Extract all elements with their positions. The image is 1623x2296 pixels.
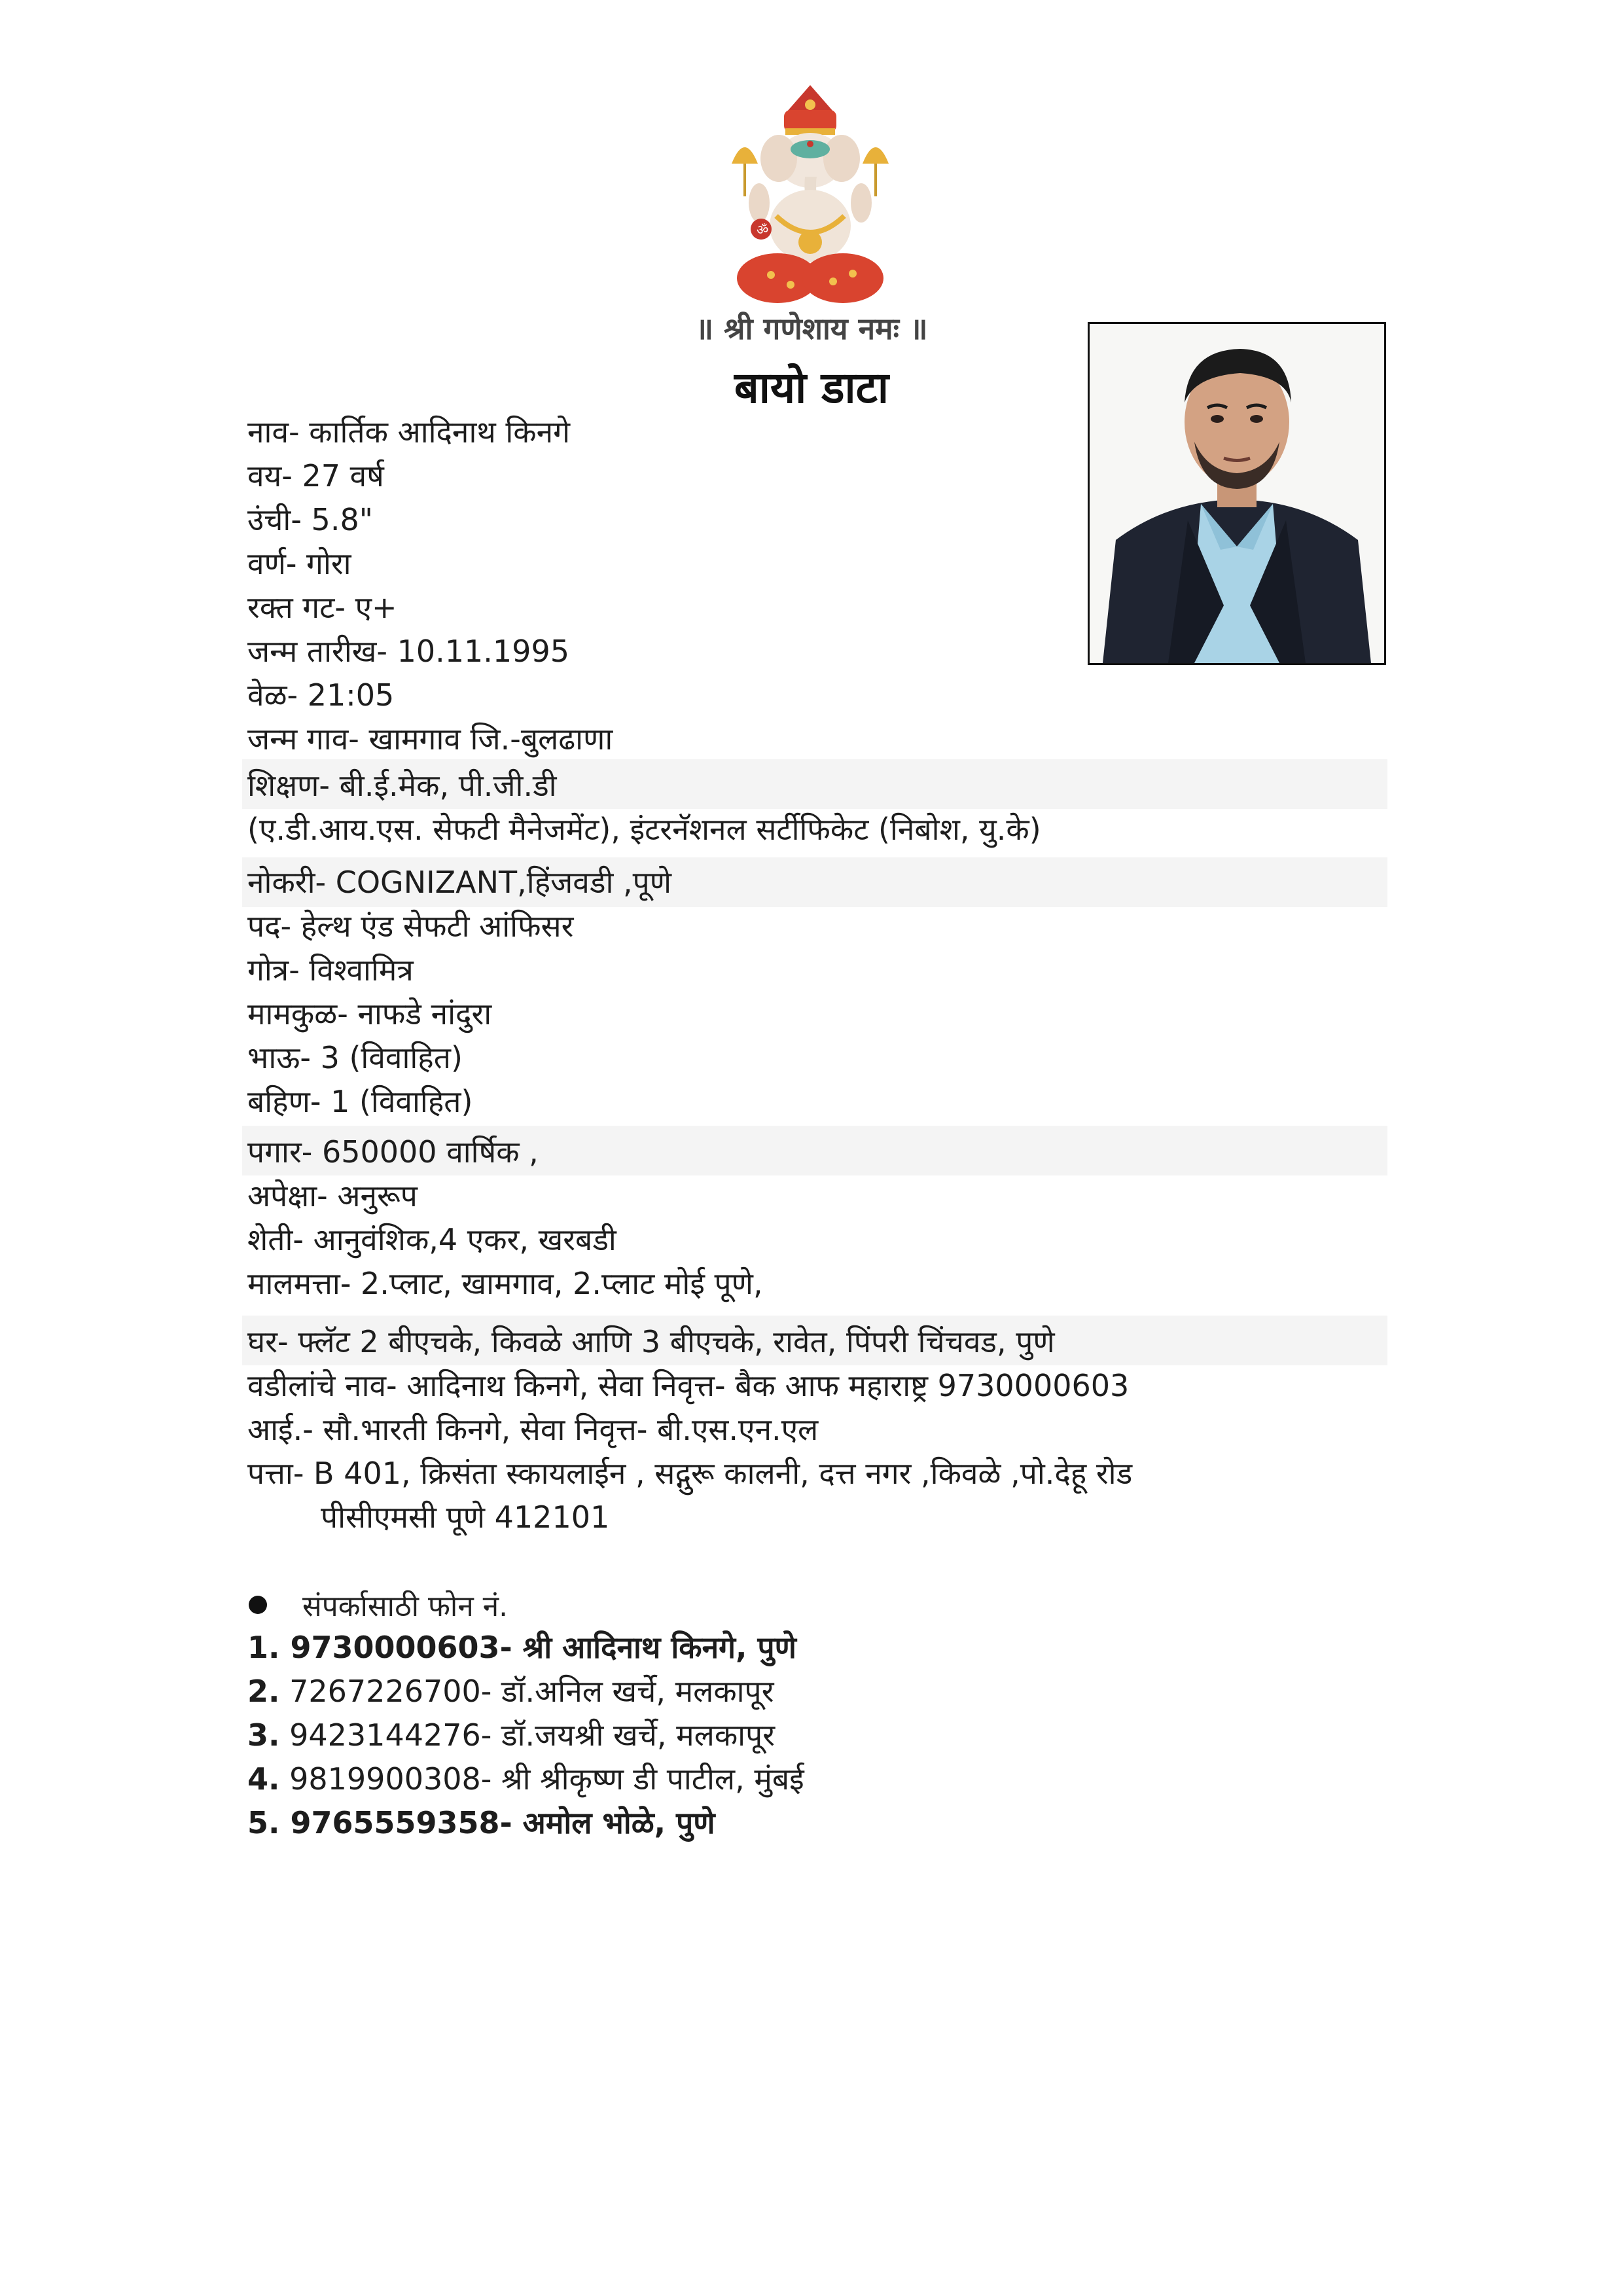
field-address: पत्ता- B 401, क्रिसंता स्कायलाईन , सद्गुरू कालनी, दत्त नगर ,किवळे ,पो.देहू रोड [247, 1456, 1133, 1491]
field-mamkul: मामकुळ- नाफडे नांदुरा [247, 996, 492, 1031]
field-mother: आई.- सौ.भारती किनगे, सेवा निवृत्त- बी.एस.एन.एल [247, 1412, 819, 1447]
contact-text: 9730000603- श्री आदिनाथ किनगे, पुणे [290, 1630, 796, 1665]
field-gotra: गोत्र- विश्वामित्र [247, 952, 414, 988]
field-brothers: भाऊ- 3 (विवाहित) [247, 1040, 463, 1075]
field-blood-group: रक्त गट- ए+ [247, 590, 397, 625]
contacts-heading: संपर्कासाठी फोन नं. [302, 1590, 508, 1623]
contact-item [247, 1672, 774, 1711]
contact-item [247, 1759, 804, 1799]
person-icon [1090, 324, 1384, 663]
field-complexion: वर्ण- गोरा [247, 546, 351, 581]
page-title: बायो डाटा [734, 363, 889, 413]
field-designation: पद- हेल्थ एंड सेफटी आंफिसर [247, 908, 574, 944]
contact-text: 9423144276- डॉ.जयश्री खर्चे, मलकापूर [289, 1717, 776, 1753]
field-education-detail: (ए.डी.आय.एस. सेफटी मैनेजमेंट), इंटरनॅशनल सर्टीफिकेट (निबोश, यु.के) [247, 812, 1041, 847]
field-address-line2: पीसीएमसी पूणे 412101 [321, 1499, 610, 1535]
field-birth-date: जन्म तारीख- 10.11.1995 [247, 634, 569, 669]
field-education: शिक्षण- बी.ई.मेक, पी.जी.डी [247, 768, 557, 803]
field-farm: शेती- आनुवंशिक,4 एकर, खरबडी [247, 1222, 616, 1257]
contact-number: 5. [247, 1805, 280, 1840]
bullet-icon [249, 1596, 267, 1614]
contact-item [247, 1803, 715, 1842]
field-expectation: अपेक्षा- अनुरूप [247, 1178, 418, 1213]
contact-text: 7267226700- डॉ.अनिल खर्चे, मलकापूर [289, 1674, 774, 1709]
field-job: नोकरी- COGNIZANT,हिंजवडी ,पूणे [247, 865, 671, 900]
portrait-photo [1088, 322, 1386, 665]
field-salary: पगार- 650000 वार्षिक , [247, 1134, 539, 1170]
field-height: उंची- 5.8" [247, 502, 373, 537]
field-name: नाव- कार्तिक आदिनाथ किनगे [247, 414, 571, 450]
field-birth-place: जन्म गाव- खामगाव जि.-बुलढाणा [247, 721, 613, 757]
field-house: घर- फ्लॅट 2 बीएचके, किवळे आणि 3 बीएचके, रावेत, पिंपरी चिंचवड, पुणे [247, 1324, 1055, 1359]
field-age: वय- 27 वर्ष [247, 458, 384, 493]
contact-number: 2. [247, 1674, 280, 1709]
contact-item [247, 1715, 775, 1755]
field-sisters: बहिण- 1 (विवाहित) [247, 1084, 473, 1119]
field-birth-time: वेळ- 21:05 [247, 677, 395, 713]
contact-text: 9765559358- अमोल भोळे, पुणे [290, 1805, 715, 1840]
field-father: वडीलांचे नाव- आदिनाथ किनगे, सेवा निवृत्त- बैक आफ महाराष्ट्र 9730000603 [247, 1368, 1130, 1403]
contact-number: 4. [247, 1761, 280, 1797]
invocation-text: ॥ श्री गणेशाय नमः ॥ [695, 311, 928, 346]
contact-text: 9819900308- श्री श्रीकृष्ण डी पाटील, मुंबई [289, 1761, 804, 1797]
contact-number: 3. [247, 1717, 280, 1753]
contact-number: 1. [247, 1630, 280, 1665]
field-property: मालमत्ता- 2.प्लाट, खामगाव, 2.प्लाट मोई पूणे, [247, 1266, 763, 1301]
svg-text:ॐ: ॐ [757, 222, 769, 238]
ganesha-icon [725, 85, 895, 308]
contact-item [247, 1628, 796, 1667]
